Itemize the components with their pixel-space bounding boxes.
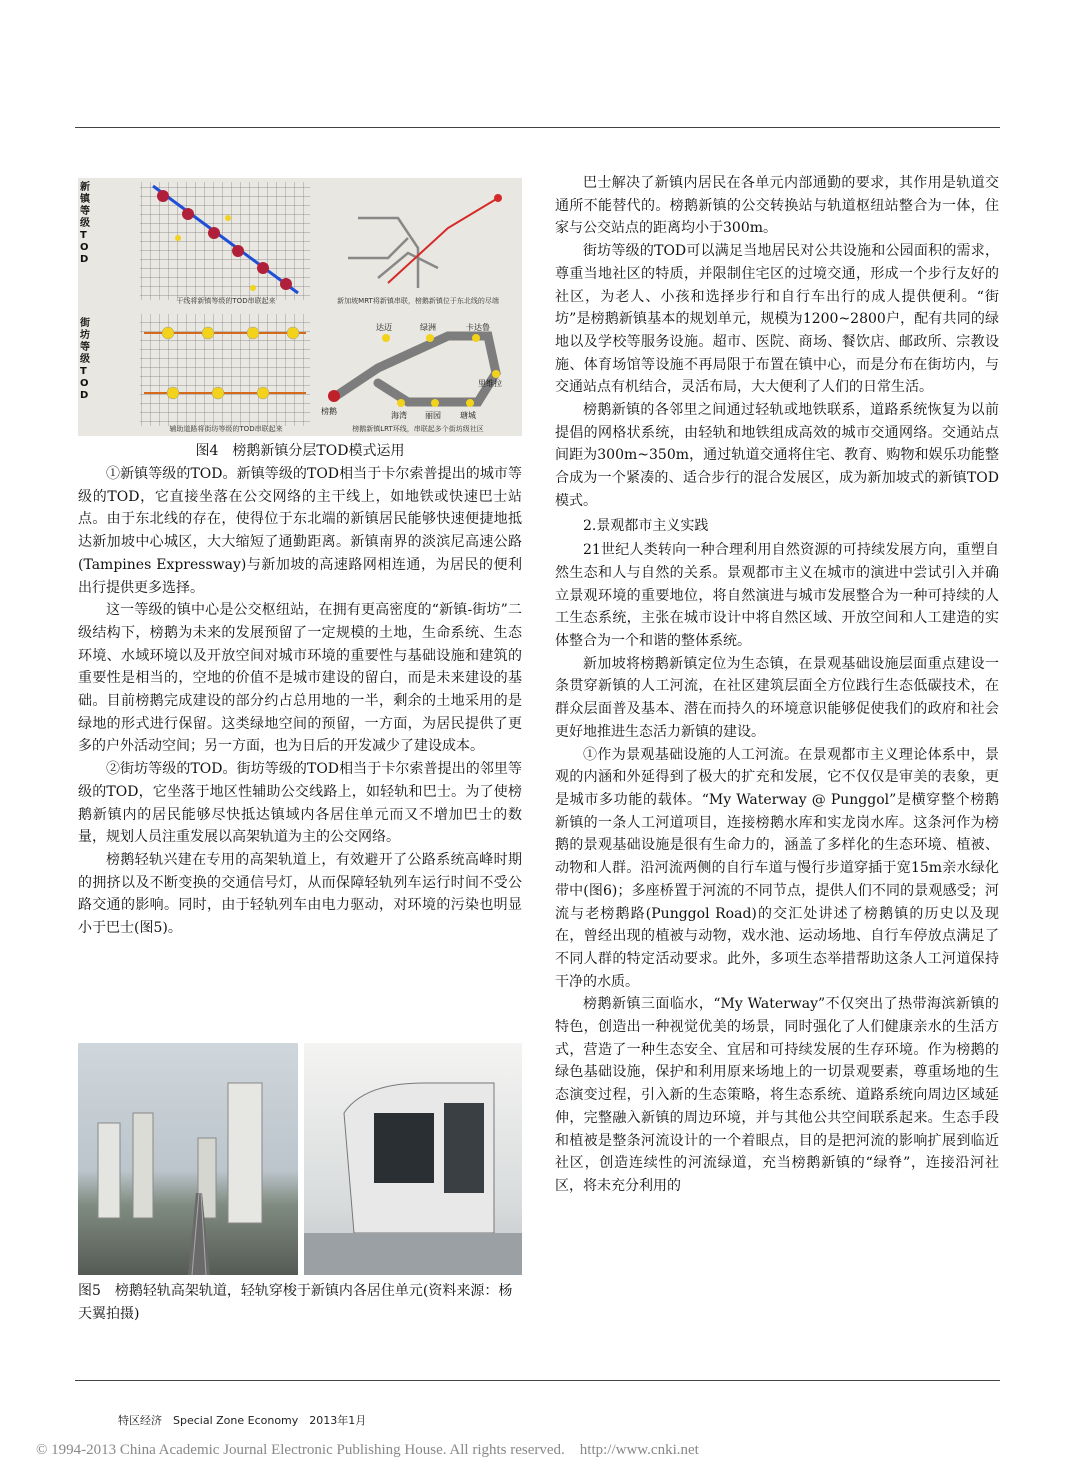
sub-top-left: 干线将新镇等级的TOD串联起来 bbox=[176, 297, 276, 305]
section-heading: 2.景观都市主义实践 bbox=[583, 517, 709, 534]
left-paragraph-4: 榜鹅轻轨兴建在专用的高架轨道上，有效避开了公路系统高峰时期的拥挤以及不断变换的交通信号灯，从而保障轻轨列车运行时间不受公路交通的影响。同时，由于轻轨列车由电力驱动，对环境的污染也明显小于巴士(图5)。 bbox=[78, 851, 522, 937]
station-0: 达迈 bbox=[376, 323, 392, 332]
left-paragraph-2: 这一等级的镇中心是公交枢纽站，在拥有更高密度的“新镇-街坊”二级结构下，榜鹅为未来的发展预留了一定规模的土地，生命系统、生态环境、水域环境以及开放空间对城市环境的重要性与基础设施和建筑的重要性是相当的，空地的价值不是城市建设的留白，而是未来建设的基础。目前榜鹅完成建设的部分约占总用地的一半，剩余的土地采用的是绿地的形式进行保留。这类绿地空间的预留，一方面，为居民提供了更多的户外活动空间；另一方面，也为日后的开发减少了建设成本。 bbox=[78, 602, 522, 755]
right-paragraph-7: 榜鹅新镇三面临水，“My Waterway”不仅突出了热带海滨新镇的特色，创造出一种视觉优美的场景，同时强化了人们健康亲水的生活方式，营造了一种生态安全、宜居和可持续发展的生存环境。作为榜鹅的绿色基础设施，保护和利用原来场地上的一切景观要素，尊重场地的生态演变过程，引入新的生态策略，将生态系统、道路系统向周边区域延伸，完整融入新镇的周边环境，并与其他公共空间联系起来。生态手段和植被是整条河流设计的一个着眼点，目的是把河流的影响扩展到临近社区，创造连续性的河流绿道，充当榜鹅新镇的“绿脊”，连接沿河社区，将未充分利用的 bbox=[555, 996, 999, 1194]
label-block-tod: 街坊等级TOD bbox=[80, 318, 90, 401]
right-paragraph-3: 榜鹅新镇的各邻里之间通过轻轨或地铁联系，道路系统恢复为以前提倡的网格状系统，由轻轨和地铁组成高效的城市交通网络。交通站点间距为300m~350m，通过轨道交通将住宅、教育、购物和娱乐功能整合成为一个紧凑的、适合步行的混合发展区，成为新加坡式的新镇TOD模式。 bbox=[555, 402, 999, 509]
station-4: 海湾 bbox=[391, 411, 407, 420]
punggol-station bbox=[328, 390, 340, 402]
station-punggol: 榜鹅 bbox=[321, 407, 337, 416]
right-paragraph-4: 21世纪人类转向一种合理利用自然资源的可持续发展方向，重塑自然生态和人与自然的关系。景观都市主义在城市的演进中尝试引入并确立景观环境的重要地位，将自然演进与城市发展整合为一种可持续的人工生态系统，主张在城市设计中将自然区域、开放空间和人工建造的实体整合为一个和谐的整体系统。 bbox=[555, 542, 999, 650]
station-5: 丽园 bbox=[425, 411, 441, 420]
figure-4-caption: 图4 榜鹅新镇分层TOD模式运用 bbox=[195, 443, 405, 459]
figure-4-diagram bbox=[78, 178, 522, 436]
building-silhouettes bbox=[78, 1043, 298, 1275]
left-paragraph-1: ①新镇等级的TOD。新镇等级的TOD相当于卡尔索普提出的城市等级的TOD，它直接坐落在公交网络的主干线上，如地铁或快速巴士站点。由于东北线的存在，使得位于东北端的新镇居民能够快速便捷地抵达新加坡中心城区，大大缩短了通勤距离。新镇南界的淡滨尼高速公路(Tampines Expressway)与新加坡的高速路网相连通，为居民的便利出行提供更多选择。 bbox=[78, 466, 522, 596]
right-paragraph-2: 街坊等级的TOD可以满足当地居民对公共设施和公园面积的需求，尊重当地社区的特质，并限制住宅区的过境交通，形成一个步行友好的社区，为老人、小孩和选择步行和自行车出行的成人提供便利。“街坊”是榜鹅新镇基本的规划单元，规模为1200~2800户，配有共同的绿地以及学校等服务设施。超市、医院、商场、餐饮店、邮政所、宗教设施、体育场馆等设施不再局限于布置在镇中心，而是分布在街坊内，与交通站点有机结合，灵活布局，大大便利了人们的日常生活。 bbox=[555, 243, 999, 396]
station-1: 绿洲 bbox=[420, 323, 436, 332]
station-3: 里维拉 bbox=[478, 379, 502, 388]
left-paragraph-3: ②街坊等级的TOD。街坊等级的TOD相当于卡尔索普提出的邻里等级的TOD，它坐落于地区性辅助公交线路上，如轻轨和巴士。为了使榜鹅新镇内的居民能够尽快抵达镇域内各居住单元而又不增加巴士的数量，规划人员注重发展以高架轨道为主的公交网络。 bbox=[78, 761, 522, 846]
footer-rule bbox=[75, 1380, 1000, 1381]
figure-5-caption: 图5 榜鹅轻轨高架轨道，轻轨穿梭于新镇内各居住单元(资料来源：杨天翼拍摄) bbox=[78, 1283, 513, 1322]
figure-5-photo-right bbox=[304, 1043, 522, 1275]
header-rule bbox=[75, 127, 1000, 128]
station-2: 卡达鲁 bbox=[466, 323, 490, 332]
figure-4 bbox=[78, 178, 522, 436]
sub-bottom-right: 榜鹅新镇LRT环线，串联起多个街坊级社区 bbox=[352, 425, 484, 433]
lrt-train bbox=[304, 1043, 522, 1275]
footer-journal: 特区经济 Special Zone Economy 2013年1月 bbox=[118, 1414, 367, 1427]
label-new-town-tod: 新镇等级TOD bbox=[80, 182, 90, 265]
right-paragraph-1: 巴士解决了新镇内居民在各单元内部通勤的要求，其作用是轨道交通所不能替代的。榜鹅新镇的公交转换站与轨道枢纽站整合为一体，住家与公交站点的距离均小于300m。 bbox=[555, 175, 999, 237]
sub-top-right: 新加坡MRT将新镇串联，榜鹅新镇位于东北线的尽端 bbox=[337, 297, 499, 305]
punggol-end bbox=[494, 194, 502, 202]
sub-bottom-left: 辅助道路将街坊等级的TOD串联起来 bbox=[169, 425, 283, 433]
copyright-notice: © 1994-2013 China Academic Journal Electronic Publishing House. All rights reserved. http://www.cnki.net bbox=[36, 1442, 699, 1458]
station-6: 瑭城 bbox=[460, 411, 476, 420]
right-column bbox=[555, 172, 999, 1198]
right-paragraph-5: 新加坡将榜鹅新镇定位为生态镇，在景观基础设施层面重点建设一条贯穿新镇的人工河流，在社区建筑层面全方位践行生态低碳技术，在群众层面普及基本、潜在而持久的环境意识能够促使我们的政府和社会更好地推进生态活力新镇的建设。 bbox=[555, 655, 999, 740]
lrt-loop bbox=[336, 336, 496, 402]
figure-5-photo-left bbox=[78, 1043, 298, 1275]
left-column bbox=[78, 463, 522, 940]
right-paragraph-6: ①作为景观基础设施的人工河流。在景观都市主义理论体系中，景观的内涵和外延得到了极大的扩充和发展，它不仅仅是审美的表象，更是城市多功能的载体。“My Waterway @ Punggol”是横穿整个榜鹅新镇的一条人工河道项目，连接榜鹅水库和实龙岗水库。这条河作为榜鹅的景观基础设施是很有生命力的，涵盖了多样化的生态环境、植被、动物和人群。沿河流两侧的自行车道与慢行步道穿插于宽15m亲水绿化带中(图6)；多座桥置于河流的不同节点，提供人们不同的景观感受；河流与老榜鹅路(Punggol Road)的交汇处讲述了榜鹅镇的历史以及现在，曾经出现的植被与动物，戏水池、运动场地、自行车停放点满足了不同人群的特定活动要求。此外，多项生态举措帮助这条人工河道保持干净的水质。 bbox=[555, 746, 999, 990]
